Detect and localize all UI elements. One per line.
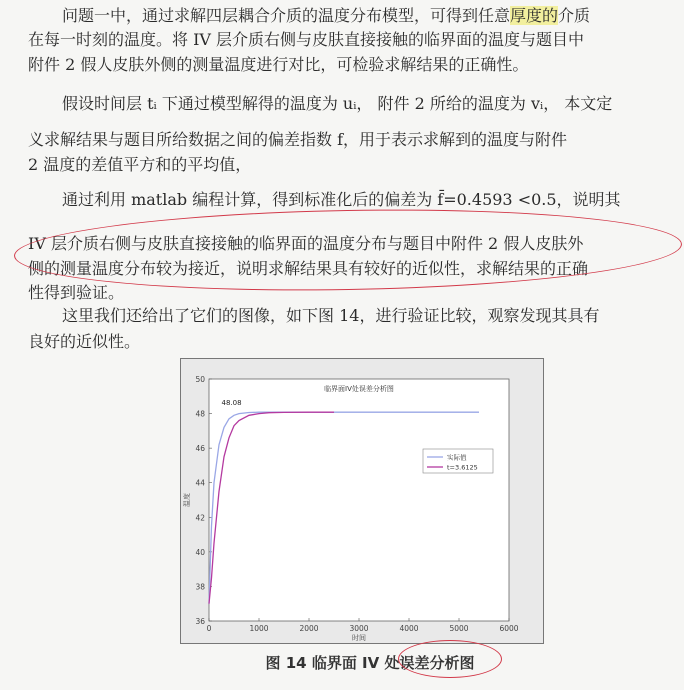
paragraph-2 [62,92,672,117]
p2-line-1: 假设时间层 tᵢ 下通过模型解得的温度为 uᵢ， 附件 2 所给的温度为 vᵢ， 本文定 [62,94,613,113]
chart-title: 临界面IV处误差分析图 [324,385,394,393]
x-tick-label: 5000 [449,624,469,633]
p3-line-2: IV 层介质右侧与皮肤直接接触的临界面的温度分布与题目中附件 2 假人皮肤外 [28,234,584,253]
plot-area [209,379,509,621]
highlighted-text: 厚度的 [510,6,559,25]
y-axis-label: 温度 [183,493,191,507]
x-tick-label: 0 [206,624,212,633]
error-analysis-chart [181,359,543,643]
y-tick-label: 36 [195,617,205,626]
p3-rest [28,232,668,306]
p4-line-1: 这里我们还给出了它们的图像，如下图 14，进行验证比较，观察发现其具有 [62,306,600,325]
legend-label-1: 实际值 [447,453,467,462]
data-annotation: 48.08 [221,398,242,407]
y-tick-label: 50 [195,375,205,384]
p3-line-3: 侧的测量温度分布较为接近，说明求解结果具有较好的近似性，求解结果的正确 [28,258,589,278]
y-tick-label: 48 [195,409,205,419]
x-tick-label: 3000 [349,624,369,633]
p1-line-2: 在每一时刻的温度。将 IV 层介质右侧与皮肤直接接触的临界面的温度与题目中 [28,30,585,49]
p1-line-3: 附件 2 假人皮肤外侧的测量温度进行对比，可检验求解结果的正确性。 [28,54,529,74]
p1-line-1 [62,4,672,29]
figure-frame [180,358,544,644]
p3-line-4: 性得到验证。 [28,283,125,302]
p1-rest [28,28,668,77]
y-tick-label: 44 [195,478,205,488]
x-tick-label: 4000 [399,624,419,633]
p4-rest [28,330,668,355]
paragraph-3 [62,188,672,213]
legend-label-2: t=3.6125 [447,463,478,472]
paragraph-1 [62,4,672,29]
p3-line-1: 通过利用 matlab 编程计算，得到标准化后的偏差为 f̄=0.4593 <0.5，说明其 [62,190,621,209]
x-axis-label: 时间 [352,634,366,642]
x-tick-label: 1000 [249,624,269,633]
p2-line-3: 2 温度的差值平方和的平均值， [28,154,252,174]
p2-rest [28,128,668,177]
y-tick-label: 40 [195,547,205,557]
p1-line-1-end: 介质 [558,6,591,25]
y-tick-label: 46 [195,444,205,454]
p4-line-2: 良好的近似性。 [28,332,141,351]
p1-line-1-text: 问题一中，通过求解四层耦合介质的温度分布模型，可得到任意 [62,6,511,25]
x-tick-label: 2000 [299,624,319,633]
figure-caption: 图 14 临界面 IV 处误差分析图 [265,654,475,672]
x-tick-label: 6000 [499,624,519,633]
p2-line-2: 义求解结果与题目所给数据之间的偏差指数 f，用于表示求解到的温度与附件 [28,130,568,149]
y-tick-label: 42 [195,513,205,523]
y-tick-label: 38 [195,582,205,592]
paragraph-4 [62,304,672,329]
